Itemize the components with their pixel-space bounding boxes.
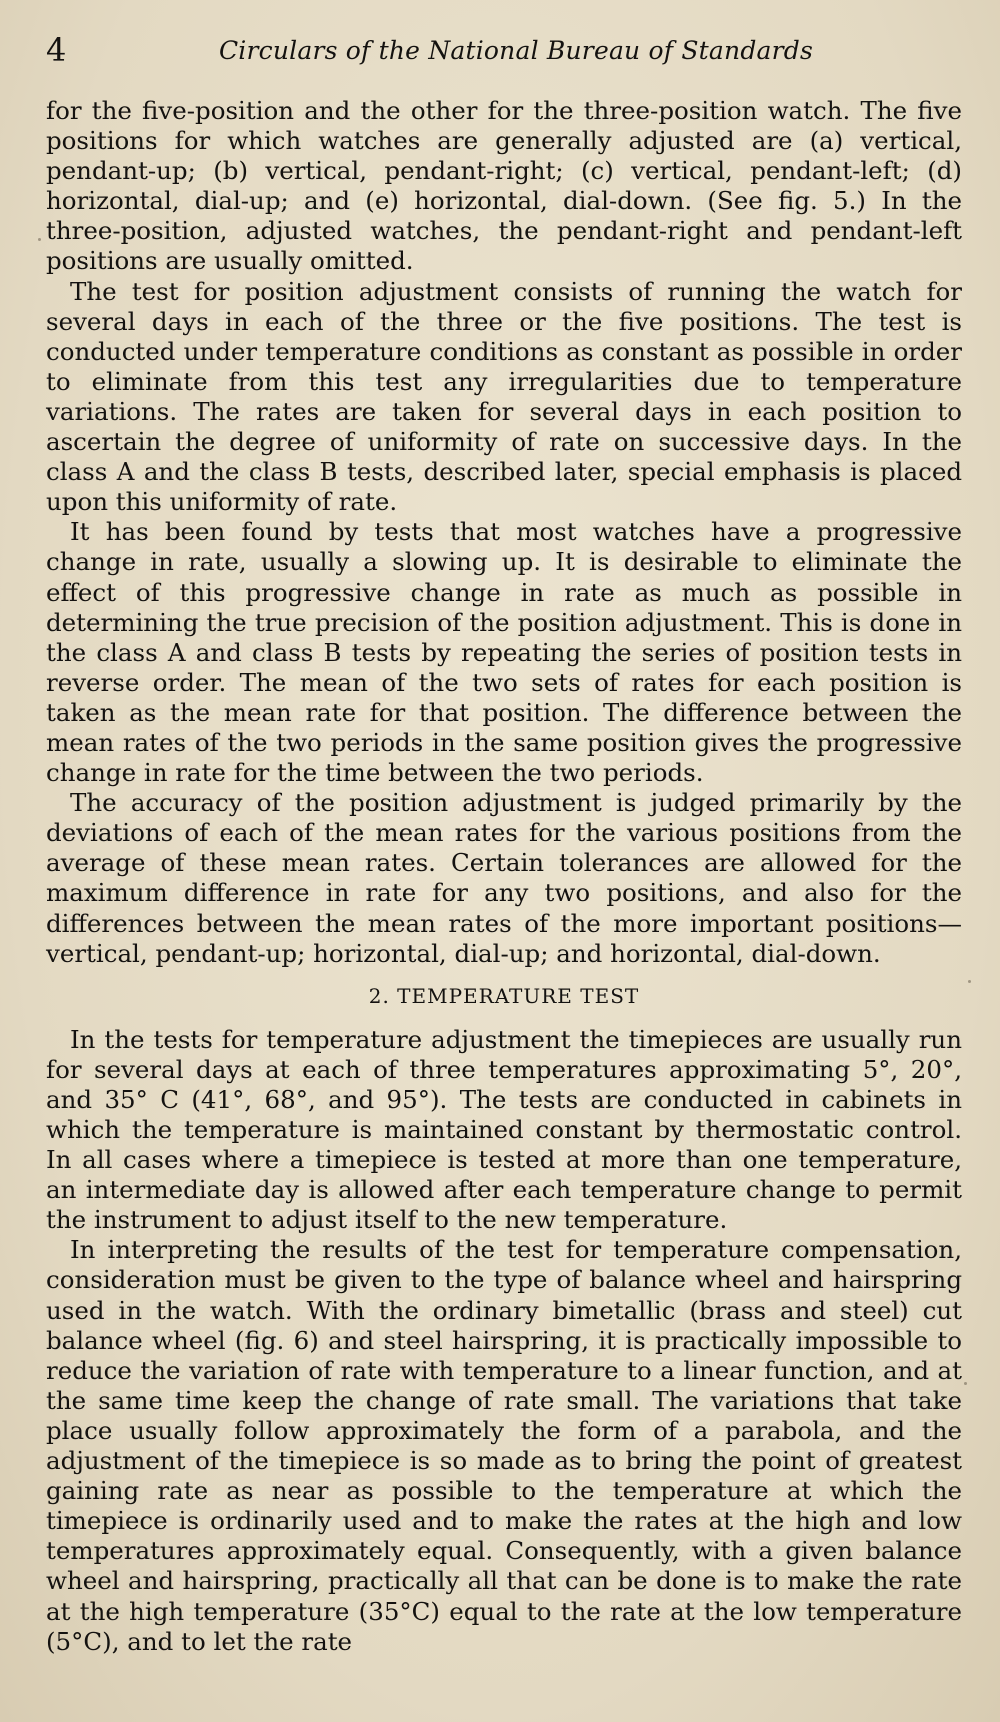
section-heading: 2. TEMPERATURE TEST	[368, 983, 640, 1008]
ink-speck	[968, 980, 971, 983]
running-title: Circulars of the National Bureau of Standards	[218, 36, 814, 65]
ink-speck	[38, 238, 41, 241]
ink-speck	[964, 1382, 967, 1385]
paragraph: The test for position adjustment consists of running the watch for several days in each of the three or the five positions. The test is conducted under temperature conditions as constant as possible in order to eliminate from this test any irregularities due to temperature variations. The rates are taken for several days in each position to ascertain the degree of uniformity of rate on successive days. In the class A and the class B tests, described later, special emphasis is placed upon this uniformity of rate.	[46, 276, 962, 517]
paragraph: for the five-position and the other for the three-position watch. The five positions for which watches are generally adjusted are (a) vertical, pendant-up; (b) vertical, pendant-right; (c) vertical, pendant-left; (d) horizontal, dial-up; and (e) horizontal, dial-down. (See fig. 5.) In the three-position, adjusted watches, the pendant-right and pendant-left positions are usually omitted.	[46, 96, 962, 276]
paragraph: It has been found by tests that most watches have a progressive change in rate, usually a slowing up. It is desirable to eliminate the effect of this progressive change in rate as much as possible in determining the true precision of the position adjustment. This is done in the class A and class B tests by repeating the series of position tests in reverse order. The mean of the two sets of rates for each position is taken as the mean rate for that position. The difference between the mean rates of the two periods in the same position gives the progressive change in rate for the time between the two periods.	[46, 517, 962, 788]
page-number: 4	[46, 31, 67, 69]
body-text	[46, 96, 962, 1657]
paragraph: In the tests for temperature adjustment the timepieces are usually run for several days at each of three temperatures approximating 5°, 20°, and 35° C (41°, 68°, and 95°). The tests are conducted in cabinets in which the temperature is maintained constant by thermostatic control. In all cases where a timepiece is tested at more than one temperature, an intermediate day is allowed after each temperature change to permit the instrument to adjust itself to the new temperature.	[46, 1024, 962, 1235]
paragraph: The accuracy of the position adjustment is judged primarily by the deviations of each of the mean rates for the various positions from the average of these mean rates. Certain tolerances are allowed for the maximum difference in rate for any two positions, and also for the differences between the mean rates of the more important positions—vertical, pendant-up; horizontal, dial-up; and horizontal, dial-down.	[46, 788, 962, 968]
page-header	[46, 30, 926, 76]
paragraph: In interpreting the results of the test for temperature compensation, consideration must be given to the type of balance wheel and hairspring used in the watch. With the ordinary bimetallic (brass and steel) cut balance wheel (fig. 6) and steel hairspring, it is practically impossible to reduce the variation of rate with temperature to a linear function, and at the same time keep the change of rate small. The variations that take place usually follow approximately the form of a parabola, and the adjustment of the timepiece is so made as to bring the point of greatest gaining rate as near as possible to the temperature at which the timepiece is ordinarily used and to make the rates at the high and low temperatures approximately equal. Consequently, with a given balance wheel and hairspring, practically all that can be done is to make the rate at the high temperature (35°C) equal to the rate at the low temperature (5°C), and to let the rate	[46, 1235, 962, 1656]
